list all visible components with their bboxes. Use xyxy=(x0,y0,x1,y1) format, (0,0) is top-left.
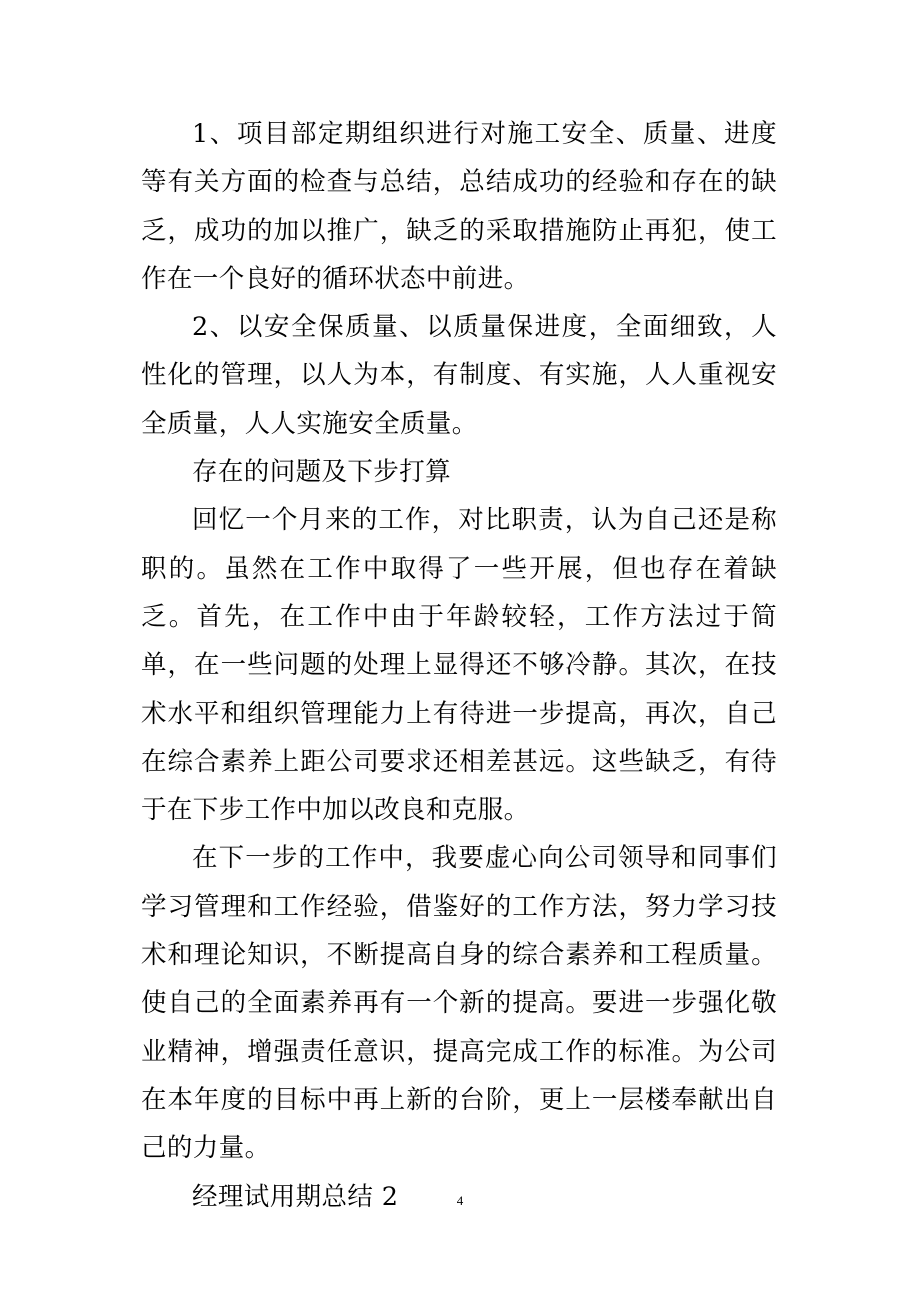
section-heading-problems: 存在的问题及下步打算 xyxy=(192,457,452,488)
page-number: 4 xyxy=(456,1193,464,1208)
paragraph-safety-inspection: 1、项目部定期组织进行对施工安全、质量、进度等有关方面的检查与总结，总结成功的经验和存在的缺乏，成功的加以推广，缺乏的采取措施防止再犯，使工作在一个良好的循环状态中前进。 xyxy=(141,119,777,294)
paragraph-safety-quality: 2、以安全保质量、以质量保进度，全面细致，人性化的管理，以人为本，有制度、有实施，人人重视安全质量，人人实施安全质量。 xyxy=(141,312,777,439)
section-heading-summary-2: 经理试用期总结 2 xyxy=(192,1181,399,1212)
paragraph-next-steps: 在下一步的工作中，我要虚心向公司领导和同事们学习管理和工作经验，借鉴好的工作方法，努力学习技术和理论知识，不断提高自身的综合素养和工程质量。使自己的全面素养再有一个新的提高。要进一步强化敬业精神，增强责任意识，提高完成工作的标准。为公司在本年度的目标中再上新的台阶，更上一层楼奉献出自己的力量。 xyxy=(141,843,777,1164)
document-body xyxy=(141,110,777,1221)
paragraph-review: 回忆一个月来的工作，对比职责，认为自己还是称职的。虽然在工作中取得了一些开展，但也存在着缺乏。首先，在工作中由于年龄较轻，工作方法过于简单，在一些问题的处理上显得还不够冷静。其次，在技术水平和组织管理能力上有待进一步提高，再次，自己在综合素养上距公司要求还相差甚远。这些缺乏，有待于在下步工作中加以改良和克服。 xyxy=(141,505,777,826)
